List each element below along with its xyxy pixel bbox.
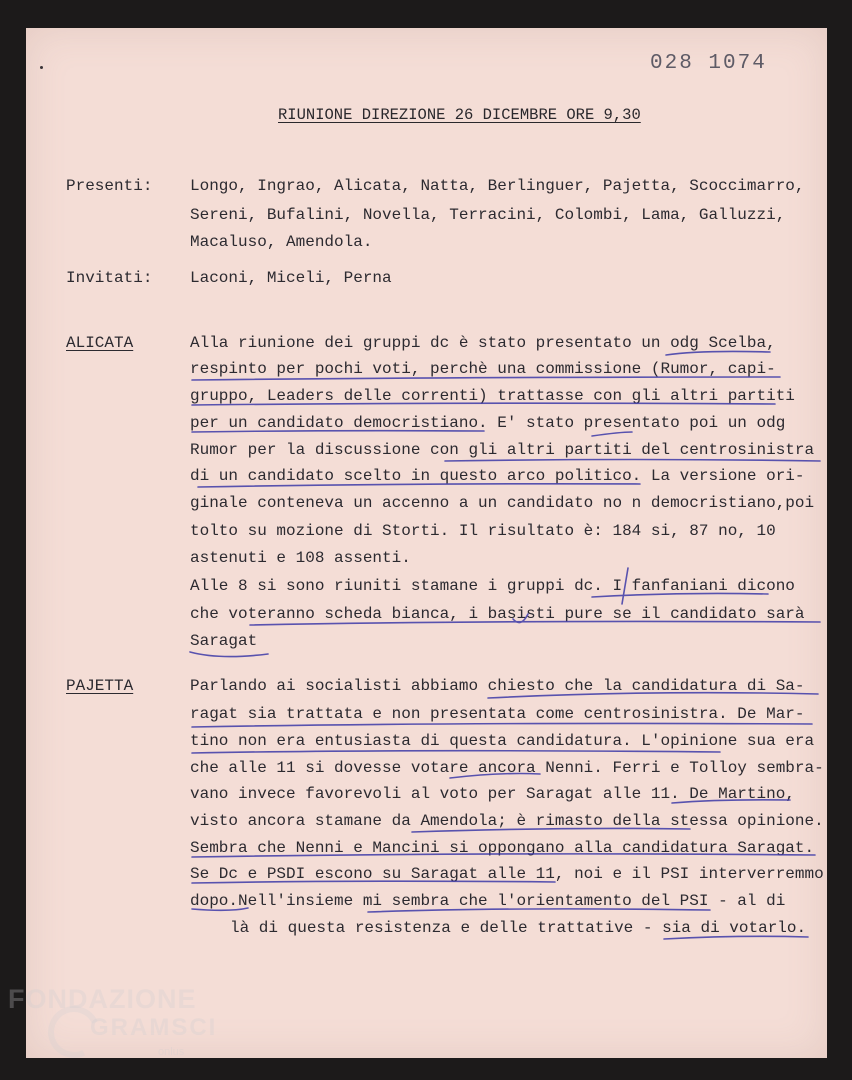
speaker-label-pajetta: PAJETTA (66, 677, 134, 695)
paragraph-line: Parlando ai socialisti abbiamo chiesto che la candidatura di Sa- (190, 677, 805, 695)
paragraph-line: Alla riunione dei gruppi dc è stato presentato un odg Scelba, (190, 334, 776, 352)
presenti-line: Longo, Ingrao, Alicata, Natta, Berlinguer, Pajetta, Scoccimarro, (190, 177, 805, 195)
paragraph-line: Rumor per la discussione con gli altri partiti del centrosinistra (190, 441, 815, 459)
archive-number: 028 1074 (650, 52, 767, 75)
paragraph-line: Se Dc e PSDI escono su Saragat alle 11, noi e il PSI interverremmo (190, 865, 824, 883)
stray-ink-mark (40, 66, 43, 69)
presenti-line: Sereni, Bufalini, Novella, Terracini, Colombi, Lama, Galluzzi, (190, 206, 786, 224)
paragraph-line: che voteranno scheda bianca, i basisti pure se il candidato sarà (190, 605, 805, 623)
paragraph-line: Sembra che Nenni e Mancini si oppongano alla candidatura Saragat. (190, 839, 815, 857)
paragraph-line: Alle 8 si sono riuniti stamane i gruppi dc. I fanfaniani dicono (190, 577, 795, 595)
invitati-label: Invitati: (66, 269, 153, 287)
fondazione-gramsci-watermark (8, 984, 238, 1064)
paragraph-line: visto ancora stamane da Amendola; è rimasto della stessa opinione. (190, 812, 824, 830)
watermark-line1: FONDAZIONE (8, 984, 197, 1014)
paragraph-line: di un candidato scelto in questo arco politico. La versione ori- (190, 467, 805, 485)
watermark-line3: onlus (158, 1046, 185, 1058)
paragraph-line: dopo.Nell'insieme mi sembra che l'orientamento del PSI - al di (190, 892, 786, 910)
paragraph-line: astenuti e 108 assenti. (190, 549, 411, 567)
paragraph-line: là di questa resistenza e delle trattative - sia di votarlo. (230, 919, 807, 937)
invitati-line: Laconi, Miceli, Perna (190, 269, 392, 287)
presenti-label: Presenti: (66, 177, 153, 195)
watermark-line2: GRAMSCI (90, 1014, 218, 1041)
paragraph-line: respinto per pochi voti, perchè una commissione (Rumor, capi- (190, 360, 776, 378)
paragraph-line: che alle 11 si dovesse votare ancora Nenni. Ferri e Tolloy sembra- (190, 759, 824, 777)
paragraph-line: gruppo, Leaders delle correnti) trattasse con gli altri partiti (190, 387, 795, 405)
paragraph-line: ginale conteneva un accenno a un candidato no n democristiano,poi (190, 494, 815, 512)
paragraph-line: vano invece favorevoli al voto per Saragat alle 11. De Martino, (190, 785, 795, 803)
paragraph-line: tolto su mozione di Storti. Il risultato è: 184 si, 87 no, 10 (190, 522, 776, 540)
paragraph-line: tino non era entusiasta di questa candidatura. L'opinione sua era (190, 732, 815, 750)
paragraph-line: per un candidato democristiano. E' stato presentato poi un odg (190, 414, 786, 432)
paragraph-line: ragat sia trattata e non presentata come centrosinistra. De Mar- (190, 705, 805, 723)
paragraph-line: Saragat (190, 632, 258, 650)
speaker-label-alicata: ALICATA (66, 334, 134, 352)
presenti-line: Macaluso, Amendola. (190, 233, 373, 251)
document-title: RIUNIONE DIREZIONE 26 DICEMBRE ORE 9,30 (278, 106, 641, 124)
